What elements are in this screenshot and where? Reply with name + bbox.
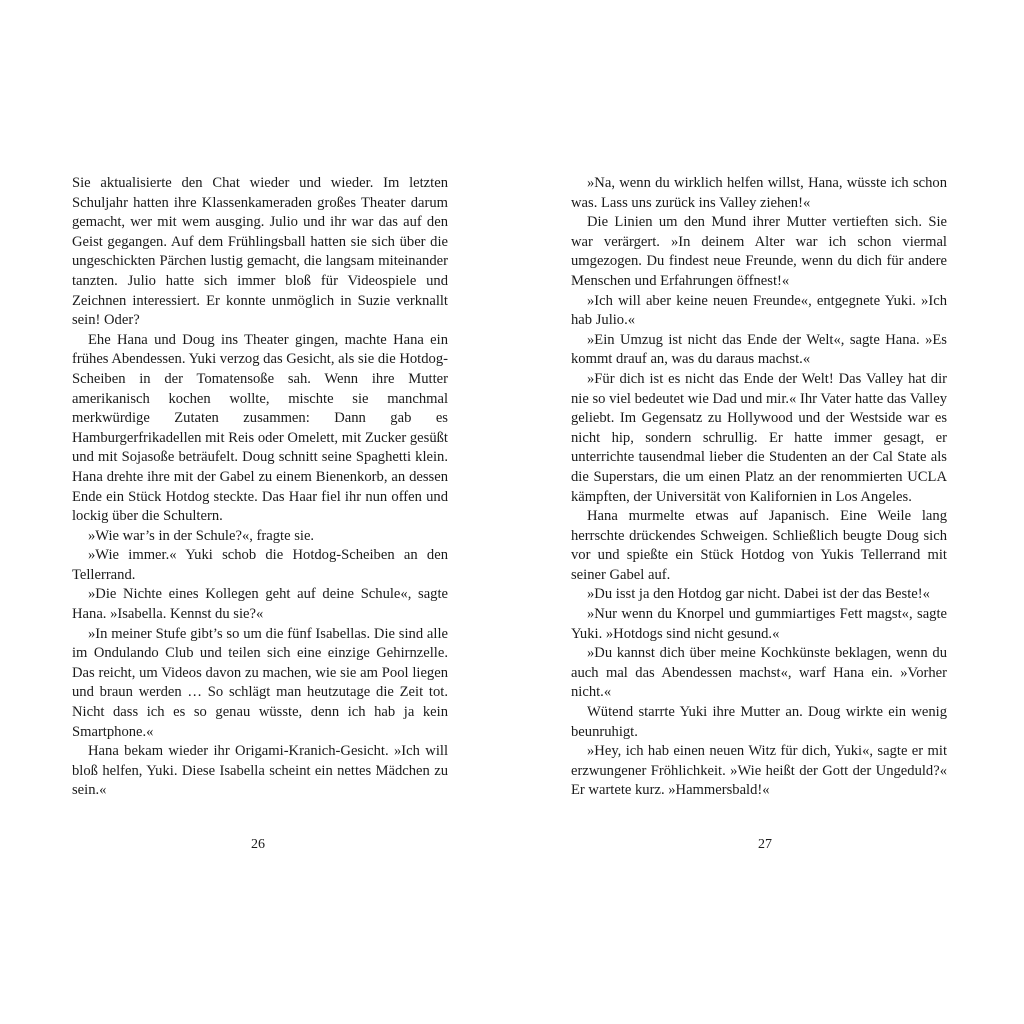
right-page xyxy=(571,174,947,801)
paragraph: Hana murmelte etwas auf Japanisch. Eine Weile lang herrschte drückendes Schweigen. Schließlich beugte Doug sich vor und spießte ein Stück Hotdog von Yukis Tellerrand mit seiner Gabel auf. xyxy=(571,508,947,583)
paragraph: Die Linien um den Mund ihrer Mutter vertieften sich. Sie war verärgert. »In deinem Alter war ich schon viermal umgezogen. Du findest neue Freunde, wenn du dich für andere Menschen und Erfahrungen öffnest!« xyxy=(571,214,947,289)
paragraph: »Für dich ist es nicht das Ende der Welt! Das Valley hat dir nie so viel bedeutet wie Dad und mir.« Ihr Vater hatte das Valley geliebt. Im Gegensatz zu Hollywood und der Westside war es nicht hip, sondern schrullig. Er hatte immer gesagt, er unterrichte tausendmal lieber die Studenten an der Cal State als die Superstars, die um einen Platz an der renommierten UCLA kämpften, der Universität von Kalifornien in Los Angeles. xyxy=(571,370,947,505)
page-number-right: 27 xyxy=(758,837,772,852)
paragraph: »Die Nichte eines Kollegen geht auf deine Schule«, sagte Hana. »Isabella. Kennst du sie?« xyxy=(72,586,448,623)
paragraph: »In meiner Stufe gibt’s so um die fünf Isabellas. Die sind alle im Ondulando Club und teilen sich eine einzige Gehirnzelle. Das reicht, um Videos davon zu machen, wie sie am Pool liegen und braun werden … So schlägt man heutzutage die Zeit tot. Nicht dass ich es so genau wüsste, denn ich hab ja kein Smartphone.« xyxy=(72,625,448,740)
paragraph: »Nur wenn du Knorpel und gummiartiges Fett magst«, sagte Yuki. »Hotdogs sind nicht gesund.« xyxy=(571,606,947,642)
paragraph: Wütend starrte Yuki ihre Mutter an. Doug wirkte ein wenig beunruhigt. xyxy=(571,704,947,740)
paragraph: »Na, wenn du wirklich helfen willst, Hana, wüsste ich schon was. Lass uns zurück ins Valley ziehen!« xyxy=(571,175,947,211)
paragraph: »Wie war’s in der Schule?«, fragte sie. xyxy=(88,527,315,544)
paragraph: »Ich will aber keine neuen Freunde«, entgegnete Yuki. »Ich hab Julio.« xyxy=(571,292,947,329)
paragraph: Hana bekam wieder ihr Origami-Kranich-Gesicht. »Ich will bloß helfen, Yuki. Diese Isabella scheint ein nettes Mädchen zu sein.« xyxy=(72,743,448,799)
page-number-left: 26 xyxy=(251,837,265,852)
paragraph: Ehe Hana und Doug ins Theater gingen, machte Hana ein frühes Abendessen. Yuki verzog das Gesicht, als sie die Hotdog-Scheiben in der Tomatensoße sah. Wenn ihre Mutter amerikanisch kochen wollte, mischte sie manchmal merkwürdige Zutaten zusammen: Dann gab es Hamburgerfrikadellen mit Reis oder Omelett, mit Zucker gesüßt und mit Sojasoße beträufelt. Doug schnitt seine Spaghetti klein. Hana drehte ihre mit der Gabel zu einem Bienenkorb, an dessen Ende ein Stück Hotdog steckte. Das Haar fiel ihr nun offen und lockig über die Schultern. xyxy=(72,331,448,525)
paragraph: »Ein Umzug ist nicht das Ende der Welt«, sagte Hana. »Es kommt drauf an, was du daraus machst.« xyxy=(571,331,947,368)
paragraph: »Hey, ich hab einen neuen Witz für dich, Yuki«, sagte er mit erzwungener Fröhlichkeit. »Wie heißt der Gott der Ungeduld?« Er wartete kurz. »Hammersbald!« xyxy=(571,743,947,799)
paragraph: »Wie immer.« Yuki schob die Hotdog-Scheiben an den Tellerrand. xyxy=(72,547,448,583)
paragraph: »Du isst ja den Hotdog gar nicht. Dabei ist der das Beste!« xyxy=(587,586,930,603)
paragraph: Sie aktualisierte den Chat wieder und wieder. Im letzten Schuljahr hatten ihre Klassenkameraden großes Theater darum gemacht, wer mit wem ausging. Julio und ihr war das auf den Geist gegangen. Auf dem Frühlingsball hatten sie sich über die ungeschickten Pärchen lustig gemacht, die langsam miteinander tanzten. Julio hatte sich immer bloß für Videospiele und Zeichnen interessiert. Er konnte unmöglich in Suzie verknallt sein! Oder? xyxy=(72,175,448,329)
left-page xyxy=(72,174,448,801)
paragraph: »Du kannst dich über meine Kochkünste beklagen, wenn du auch mal das Abendessen machst«, warf Hana ein. »Vorher nicht.« xyxy=(571,645,947,701)
